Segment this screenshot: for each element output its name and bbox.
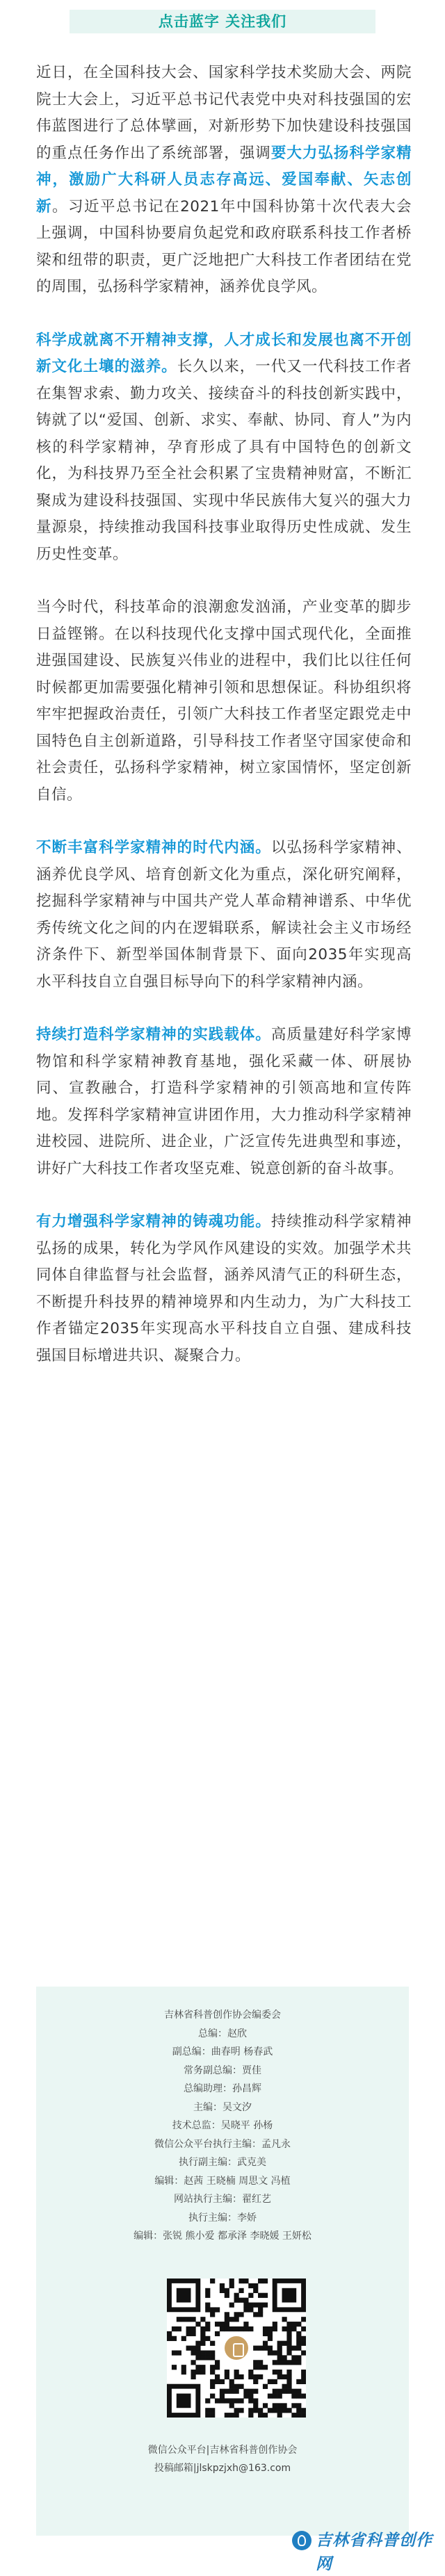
qr-code[interactable]: [167, 2279, 306, 2418]
paragraph-1-text-c: 。习近平总书记在2021年中国科协第十次代表大会上强调，中国科协要肩负起党和政府联系科技工作者桥梁和纽带的职责，更广泛地把广大科技工作者团结在党的周围，弘扬科学家精神，涵养优良学风。: [36, 197, 412, 295]
paragraph-3: [36, 594, 412, 808]
paragraph-2-highlight: 科学成就离不开精神支撑，人才成长和发展也离不开创新文化土壤的滋养。: [36, 331, 412, 375]
watermark-text: 吉林省科普创作网: [316, 2532, 432, 2573]
editorial-credits: [36, 2006, 409, 2246]
qr-center-logo-icon: [222, 2334, 250, 2362]
paragraph-2: [36, 327, 412, 569]
paragraph-4-text: 以弘扬科学家精神、涵养优良学风、培育创新文化为重点，深化研究阐释，挖掘科学家精神与中国共产党人革命精神谱系、中华优秀传统文化之间的内在逻辑联系，解读社会主义市场经济条件下、新型举国体制背景下、面向2035年实现高水平科技自立自强目标导向下的科学家精神内涵。: [36, 839, 412, 991]
credit-line: 吉林省科普创作协会编委会: [164, 2010, 281, 2021]
paragraph-6-text: 持续推动科学家精神弘扬的成果，转化为学风作风建设的实效。加强学术共同体自律监督与社会监督，涵养风清气正的科研生态，不断提升科技界的精神境界和内生动力，为广大科技工作者锚定2035年实现高水平科技自立自强、建成科技强国目标增进共识、凝聚合力。: [36, 1213, 412, 1364]
follow-prompt[interactable]: 点击蓝字 关注我们: [158, 13, 287, 30]
credit-line: 微信公众平台执行主编：孟凡永: [154, 2138, 291, 2150]
credit-line: 执行副主编：武克美: [179, 2157, 266, 2168]
credit-line: 常务副总编：贾佳: [184, 2064, 261, 2076]
credit-line: 网站执行主编：翟红艺: [174, 2194, 271, 2205]
submission-email-line[interactable]: 投稿邮箱|jlskpzjxh@163.com: [154, 2463, 291, 2474]
paragraph-1-highlight: 要大力弘扬科学家精神，激励广大科研人员志存高远、爱国奉献、矢志创新: [36, 144, 412, 215]
credit-line: 技术总监：吴晓平 孙杨: [172, 2120, 273, 2131]
credit-line: 总编助理：孙昌辉: [184, 2083, 261, 2094]
watermark-logo-icon: [292, 2531, 312, 2550]
paragraph-4: [36, 835, 412, 995]
credit-line: 副总编：曲春明 杨春武: [172, 2046, 273, 2057]
credit-line: 执行主编：李娇: [188, 2212, 257, 2224]
paragraph-5-text: 高质量建好科学家博物馆和科学家精神教育基地，强化采藏一体、研展协同、宣教融合，打造科学家精神的引领高地和宣传阵地。发挥科学家精神宣讲团作用，大力推动科学家精神进校园、进院所、进企业，广泛宣传先进典型和事迹，讲好广大科技工作者攻坚克难、锐意创新的奋斗故事。: [36, 1026, 412, 1177]
paragraph-3-text: 当今时代，科技革命的浪潮愈发汹涌，产业变革的脚步日益铿锵。在以科技现代化支撑中国式现代化，全面推进强国建设、民族复兴伟业的进程中，我们比以往任何时候都更加需要强化精神引领和思想保证。科协组织将牢牢把握政治责任，引领广大科技工作者坚定跟党走中国特色自主创新道路，引导科技工作者坚守国家使命和社会责任，弘扬科学家精神，树立家国情怀，坚定创新自信。: [36, 598, 412, 804]
top-banner: [0, 0, 445, 39]
credit-line: 总编：赵欣: [198, 2028, 247, 2039]
paragraph-5: [36, 1022, 412, 1182]
paragraph-1-text-a: 近日，在全国科技大会、国家科学技术奖励大会、两院院士大会上，习近平总书记代表党中央对科技强国的宏伟蓝图进行了总体擘画，对新形势下加快建设科技强国的重点任务作出了系统部署，强调: [36, 64, 412, 162]
footer-contact: [36, 2441, 409, 2477]
site-watermark: [292, 2529, 442, 2573]
editorial-footer: [36, 1987, 409, 2536]
paragraph-4-highlight: 不断丰富科学家精神的时代内涵。: [36, 839, 271, 856]
credit-line: 编辑：赵茜 王晓楠 周思文 冯植: [154, 2175, 291, 2187]
paragraph-2-text: 长久以来，一代又一代科技工作者在集智求索、勤力攻关、接续奋斗的科技创新实践中，铸就了以“爱国、创新、求实、奉献、协同、育人”为内核的科学家精神，孕育形成了具有中国特色的创新文化，为科技界乃至全社会积累了宝贵精神财富，不断汇聚成为建设科技强国、实现中华民族伟大复兴的强大力量源泉，持续推动我国科技事业取得历史性成就、发生历史性变革。: [36, 358, 412, 563]
credit-line: 编辑：张锐 熊小爱 都承泽 李晓媛 王妍松: [134, 2231, 312, 2242]
paragraph-5-highlight: 持续打造科学家精神的实践载体。: [36, 1026, 271, 1043]
paragraph-1: [36, 60, 412, 301]
paragraph-6-highlight: 有力增强科学家精神的铸魂功能。: [36, 1213, 271, 1230]
article-body: [36, 60, 412, 1369]
credit-line: 主编：吴文汐: [193, 2101, 252, 2113]
wechat-platform-line: 微信公众平台|吉林省科普创作协会: [147, 2445, 298, 2456]
paragraph-6: [36, 1209, 412, 1369]
